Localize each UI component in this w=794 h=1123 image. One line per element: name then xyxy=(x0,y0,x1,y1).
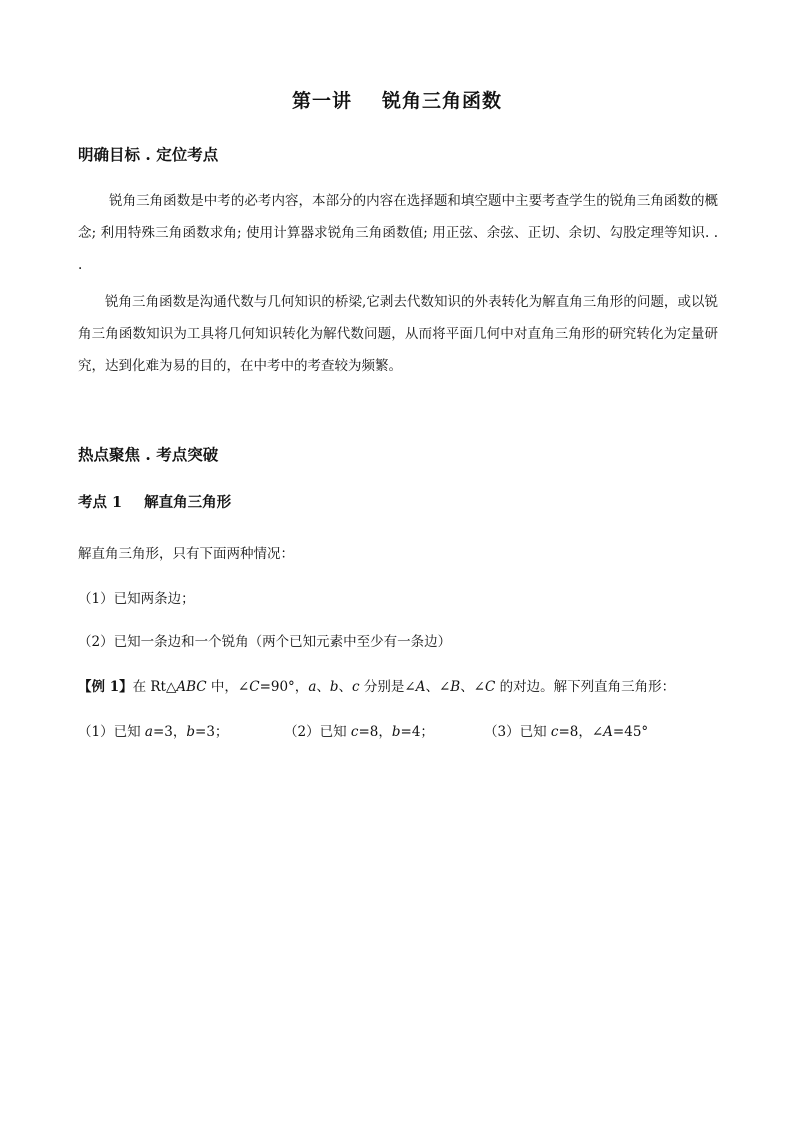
case-value: =3， xyxy=(152,724,187,740)
case-item-1: （1）已知两条边； xyxy=(78,591,195,607)
case-var: b xyxy=(391,724,401,740)
section-heading-hotspots: 热点聚焦 . 考点突破 xyxy=(78,445,219,464)
case-value: =3； xyxy=(195,724,229,740)
case-var: c xyxy=(350,724,359,740)
side-var: b xyxy=(329,679,339,695)
angle-var: A xyxy=(415,679,426,695)
case-prefix: （2）已知 xyxy=(284,724,351,740)
triangle-name: ABC xyxy=(176,679,207,695)
case-prefix: （3）已知 xyxy=(484,724,551,740)
example-text: 、∠ xyxy=(460,679,485,695)
side-var: c xyxy=(352,679,360,695)
case-var: b xyxy=(186,724,196,740)
cases-intro: 解直角三角形，只有下面两种情况： xyxy=(78,546,294,562)
side-var: a xyxy=(308,679,317,695)
example-text: 的对边。解下列直角三角形： xyxy=(495,679,676,695)
angle-var: B xyxy=(450,679,461,695)
angle-var: C xyxy=(249,679,260,695)
example-text: 在 Rt△ xyxy=(132,679,177,695)
example-tag: 【例 1】 xyxy=(78,679,133,695)
example-statement xyxy=(78,675,675,695)
case-value: =45° xyxy=(612,724,649,740)
intro-paragraph-1: 锐角三角函数是中考的必考内容，本部分的内容在选择题和填空题中主要考查学生的锐角三角函数的概念; 利用特殊三角函数求角; 使用计算器求锐角三角函数值; 用正弦、余弦、正切、余切、勾股定理等知识. . . xyxy=(78,193,718,273)
key-point-name: 解直角三角形 xyxy=(144,494,232,511)
case-value: =8，∠ xyxy=(558,724,604,740)
page-title xyxy=(0,86,794,113)
case-prefix: （1）已知 xyxy=(78,724,145,740)
section-heading-goals: 明确目标 . 定位考点 xyxy=(78,145,219,164)
example-case-3 xyxy=(484,720,648,740)
example-case-2 xyxy=(284,720,434,740)
case-value: =8， xyxy=(358,724,392,740)
example-text: 分别是∠ xyxy=(359,679,416,695)
example-text: 、∠ xyxy=(425,679,451,695)
example-text: 中，∠ xyxy=(206,679,250,695)
example-text: =90°， xyxy=(259,679,309,695)
case-var: a xyxy=(144,724,153,740)
example-case-1 xyxy=(78,720,228,740)
key-point-label: 考点 1 xyxy=(78,494,123,511)
key-point-heading xyxy=(78,491,231,512)
case-value: =4； xyxy=(400,724,434,740)
example-text: 、 xyxy=(316,679,330,695)
case-var: A xyxy=(603,724,613,740)
lecture-topic: 锐角三角函数 xyxy=(382,90,503,112)
case-var: c xyxy=(550,724,559,740)
lecture-number: 第一讲 xyxy=(291,90,352,112)
example-text: 、 xyxy=(338,679,353,695)
case-item-2: （2）已知一条边和一个锐角（两个已知元素中至少有一条边） xyxy=(78,634,452,650)
intro-paragraph-2: 锐角三角函数是沟通代数与几何知识的桥梁,它剥去代数知识的外表转化为解直角三角形的问题，或以锐角三角函数知识为工具将几何知识转化为解代数问题，从而将平面几何中对直角三角形的研究转化为定量研究，达到化难为易的目的，在中考中的考查较为频繁。 xyxy=(78,294,718,374)
angle-var: C xyxy=(485,679,496,695)
